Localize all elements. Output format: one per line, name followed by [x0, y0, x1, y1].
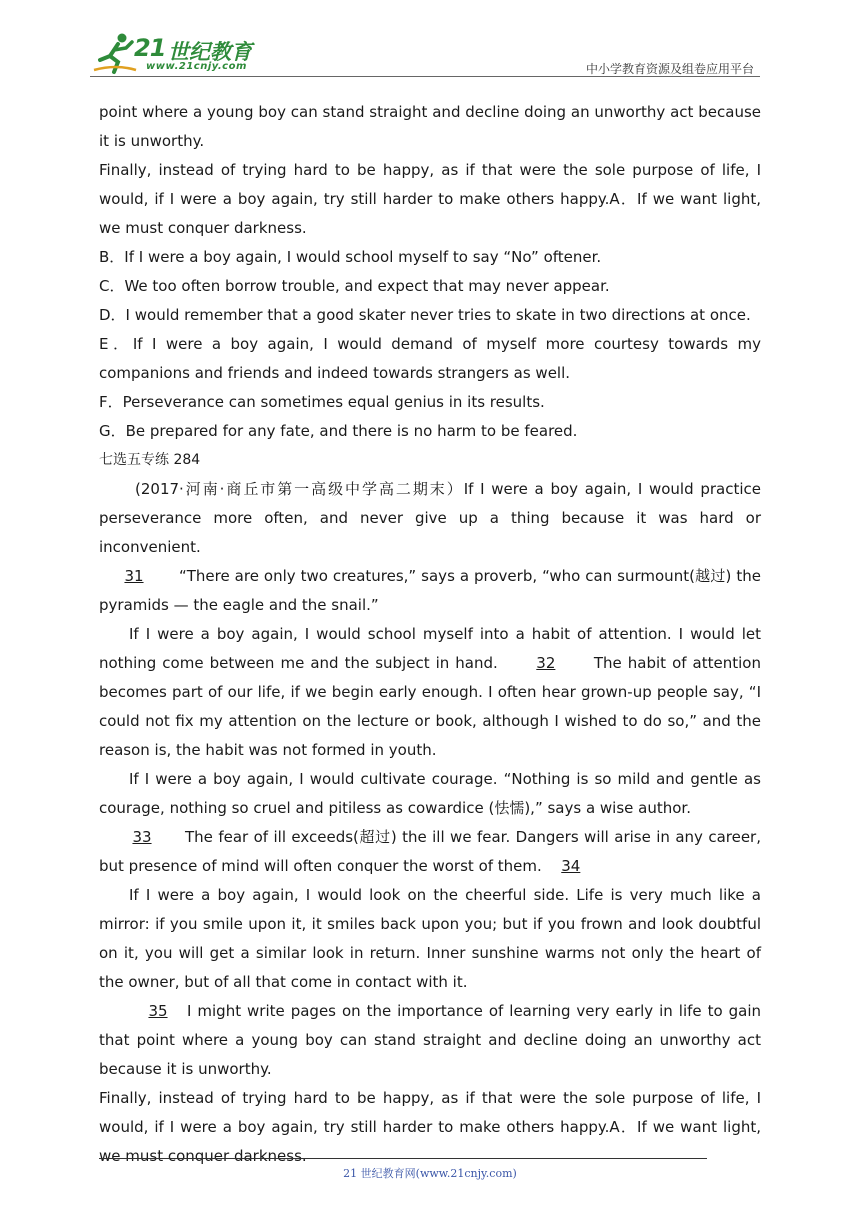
paragraph-text: “There are only two creatures,” says a proverb, “who can surmount(越过) the pyramids — the eagle and the snail.” [99, 567, 761, 614]
paragraph-text: The habit of attention becomes part of our life, if we begin early enough. I often hear grown-up people say, “I could not fix my attention on the lecture or book, although I wished to do so,” and the reason is, the habit was not formed in youth. [99, 654, 761, 759]
running-man-icon [92, 30, 138, 76]
option-d: D．I would remember that a good skater never tries to skate in two directions at once. [99, 306, 751, 324]
paragraph: point where a young boy can stand straight and decline doing an unworthy act because it is unworthy. [99, 103, 761, 150]
logo-url: www.21cnjy.com [146, 61, 247, 72]
paragraph-blank-32 [99, 620, 761, 765]
option-b: B．If I were a boy again, I would school myself to say “No” oftener. [99, 248, 602, 266]
section-title: 七选五专练 284 [99, 452, 201, 468]
header-platform-text: 中小学教育资源及组卷应用平台 [585, 62, 754, 76]
paragraph-blank-35 [99, 997, 761, 1084]
paragraph-blank-33 [99, 823, 761, 881]
footer-divider [99, 1158, 707, 1159]
paragraph: If I were a boy again, I would cultivate courage. “Nothing is so mild and gentle as courage, nothing so cruel and pitiless as cowardice (怯懦),” says a wise author. [99, 770, 761, 817]
paragraph: If I were a boy again, I would look on the cheerful side. Life is very much like a mirror: if you smile upon it, it smiles back upon you; but if you frown and look doubtful on it, you will get a similar look in return. Inner sunshine warms not only the heart of the owner, but of all that come in contact with it. [99, 886, 761, 991]
intro-paragraph: (2017·河南·商丘市第一高级中学高二期末）If I were a boy again, I would practice perseverance more often, and never give up a thing because it was hard or inconvenient. [99, 480, 761, 556]
blank-32: 32 [536, 654, 556, 672]
header-divider [90, 76, 760, 77]
option-c: C．We too often borrow trouble, and expect that may never appear. [99, 277, 610, 295]
paragraph: Finally, instead of trying hard to be happy, as if that were the sole purpose of life, I would, if I were a boy again, try still harder to make others happy.A．If we want light, we must conquer darkness. [99, 1089, 761, 1165]
blank-35: 35 [148, 1002, 168, 1020]
blank-33: 33 [132, 828, 152, 846]
option-g: G．Be prepared for any fate, and there is no harm to be feared. [99, 422, 578, 440]
document-body [99, 98, 761, 1171]
blank-34: 34 [561, 857, 581, 875]
blank-31: 31 [124, 567, 144, 585]
option-f: F．Perseverance can sometimes equal genius in its results. [99, 393, 545, 411]
paragraph-blank-31 [99, 562, 761, 620]
paragraph-text: If I were a boy again, I would school myself into a habit of attention. I would let nothing come between me and the subject in hand. [99, 625, 761, 672]
logo-title: 世纪教育 [168, 40, 252, 64]
logo-number: 21 [134, 34, 166, 62]
paragraph-text: The fear of ill exceeds(超过) the ill we fear. Dangers will arise in any career, but presence of mind will often conquer the worst of them. [99, 828, 761, 875]
paragraph-text: I might write pages on the importance of learning very early in life to gain that point where a young boy can stand straight and decline doing an unworthy act because it is unworthy. [99, 1002, 761, 1078]
footer-text: 21 世纪教育网(www.21cnjy.com) [343, 1167, 517, 1180]
option-e: E．If I were a boy again, I would demand of myself more courtesy towards my companions and friends and indeed towards strangers as well. [99, 335, 761, 382]
logo [90, 30, 280, 76]
page-header [90, 30, 760, 78]
paragraph: Finally, instead of trying hard to be happy, as if that were the sole purpose of life, I would, if I were a boy again, try still harder to make others happy.A．If we want light, we must conquer darkness. [99, 161, 761, 237]
